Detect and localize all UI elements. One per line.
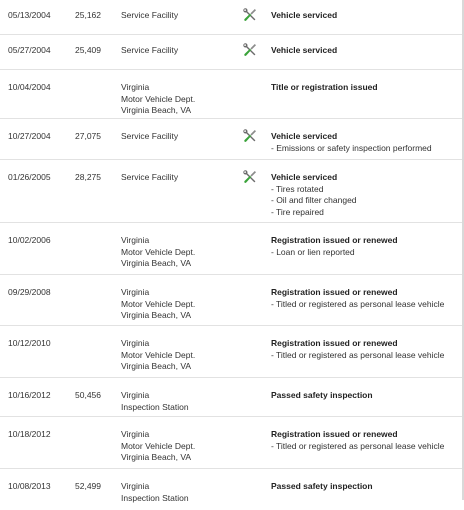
detail-item: - Oil and filter changed xyxy=(271,195,357,205)
source-line: Virginia xyxy=(121,235,150,245)
record-date: 05/27/2004 xyxy=(8,45,51,55)
source-line: Virginia xyxy=(121,390,150,400)
source-line: Service Facility xyxy=(121,45,179,55)
history-row xyxy=(0,160,464,223)
source-line: Motor Vehicle Dept. xyxy=(121,93,196,104)
record-date: 10/12/2010 xyxy=(8,338,51,348)
record-mileage: 25,162 xyxy=(75,10,101,20)
source-line: Inspection Station xyxy=(121,492,189,503)
record-details xyxy=(271,235,398,258)
history-row xyxy=(0,378,464,417)
source-line: Virginia xyxy=(121,82,150,92)
record-source xyxy=(121,338,195,373)
record-mileage: 25,409 xyxy=(75,45,101,55)
record-details xyxy=(271,82,378,94)
history-row xyxy=(0,469,464,510)
record-date: 10/04/2004 xyxy=(8,82,51,92)
history-row xyxy=(0,275,464,326)
detail-item: - Tires rotated xyxy=(271,183,324,194)
source-line: Service Facility xyxy=(121,131,179,141)
record-date: 10/18/2012 xyxy=(8,429,51,439)
record-details xyxy=(271,429,444,452)
source-line: Service Facility xyxy=(121,10,179,20)
record-mileage: 28,275 xyxy=(75,172,101,182)
record-details xyxy=(271,10,337,22)
record-date: 10/08/2013 xyxy=(8,481,51,491)
history-row xyxy=(0,326,464,378)
record-details xyxy=(271,45,337,57)
record-details xyxy=(271,338,444,361)
record-title: Passed safety inspection xyxy=(271,481,373,491)
record-details xyxy=(271,481,373,493)
record-details xyxy=(271,287,444,310)
detail-item: - Titled or registered as personal lease vehicle xyxy=(271,440,445,451)
record-title: Registration issued or renewed xyxy=(271,235,398,245)
record-details xyxy=(271,131,432,154)
detail-item: - Emissions or safety inspection performed xyxy=(271,142,432,153)
wrench-screwdriver-icon xyxy=(243,43,257,57)
record-details xyxy=(271,172,357,218)
record-title: Title or registration issued xyxy=(271,82,378,92)
history-row xyxy=(0,70,464,119)
history-row xyxy=(0,417,464,469)
source-line: Motor Vehicle Dept. xyxy=(121,298,196,309)
record-title: Passed safety inspection xyxy=(271,390,373,400)
history-row xyxy=(0,223,464,275)
history-row xyxy=(0,119,464,160)
record-mileage: 27,075 xyxy=(75,131,101,141)
record-date: 10/16/2012 xyxy=(8,390,51,400)
record-date: 10/02/2006 xyxy=(8,235,51,245)
detail-item: - Loan or lien reported xyxy=(271,246,355,257)
record-title: Vehicle serviced xyxy=(271,45,338,55)
detail-item: - Tire repaired xyxy=(271,206,324,217)
source-line: Virginia Beach, VA xyxy=(121,105,192,115)
source-line: Motor Vehicle Dept. xyxy=(121,246,196,257)
source-line: Virginia xyxy=(121,338,150,348)
record-source xyxy=(121,131,178,143)
wrench-screwdriver-icon xyxy=(243,129,257,143)
record-source xyxy=(121,172,178,184)
source-line: Service Facility xyxy=(121,172,179,182)
record-date: 05/13/2004 xyxy=(8,10,51,20)
source-line: Virginia xyxy=(121,429,150,439)
record-source xyxy=(121,429,195,464)
record-date: 09/29/2008 xyxy=(8,287,51,297)
source-line: Virginia xyxy=(121,481,150,491)
history-row xyxy=(0,35,464,70)
record-date: 10/27/2004 xyxy=(8,131,51,141)
record-title: Registration issued or renewed xyxy=(271,338,398,348)
record-source xyxy=(121,82,195,117)
record-source xyxy=(121,10,178,22)
record-date: 01/26/2005 xyxy=(8,172,51,182)
record-source xyxy=(121,235,195,270)
detail-item: - Titled or registered as personal lease vehicle xyxy=(271,349,445,360)
record-mileage: 50,456 xyxy=(75,390,101,400)
source-line: Virginia xyxy=(121,287,150,297)
record-title: Vehicle serviced xyxy=(271,10,338,20)
wrench-screwdriver-icon xyxy=(243,170,257,184)
history-row xyxy=(0,0,464,35)
source-line: Virginia Beach, VA xyxy=(121,258,192,268)
record-source xyxy=(121,287,195,322)
source-line: Motor Vehicle Dept. xyxy=(121,349,196,360)
record-title: Registration issued or renewed xyxy=(271,287,398,297)
source-line: Virginia Beach, VA xyxy=(121,452,192,462)
record-details xyxy=(271,390,373,402)
detail-item: - Titled or registered as personal lease vehicle xyxy=(271,298,445,309)
source-line: Virginia Beach, VA xyxy=(121,310,192,320)
record-source xyxy=(121,390,189,413)
source-line: Motor Vehicle Dept. xyxy=(121,440,196,451)
record-title: Vehicle serviced xyxy=(271,131,338,141)
record-mileage: 52,499 xyxy=(75,481,101,491)
record-title: Registration issued or renewed xyxy=(271,429,398,439)
wrench-screwdriver-icon xyxy=(243,8,257,22)
source-line: Inspection Station xyxy=(121,401,189,412)
record-title: Vehicle serviced xyxy=(271,172,338,182)
record-source xyxy=(121,481,189,504)
record-source xyxy=(121,45,178,57)
source-line: Virginia Beach, VA xyxy=(121,361,192,371)
